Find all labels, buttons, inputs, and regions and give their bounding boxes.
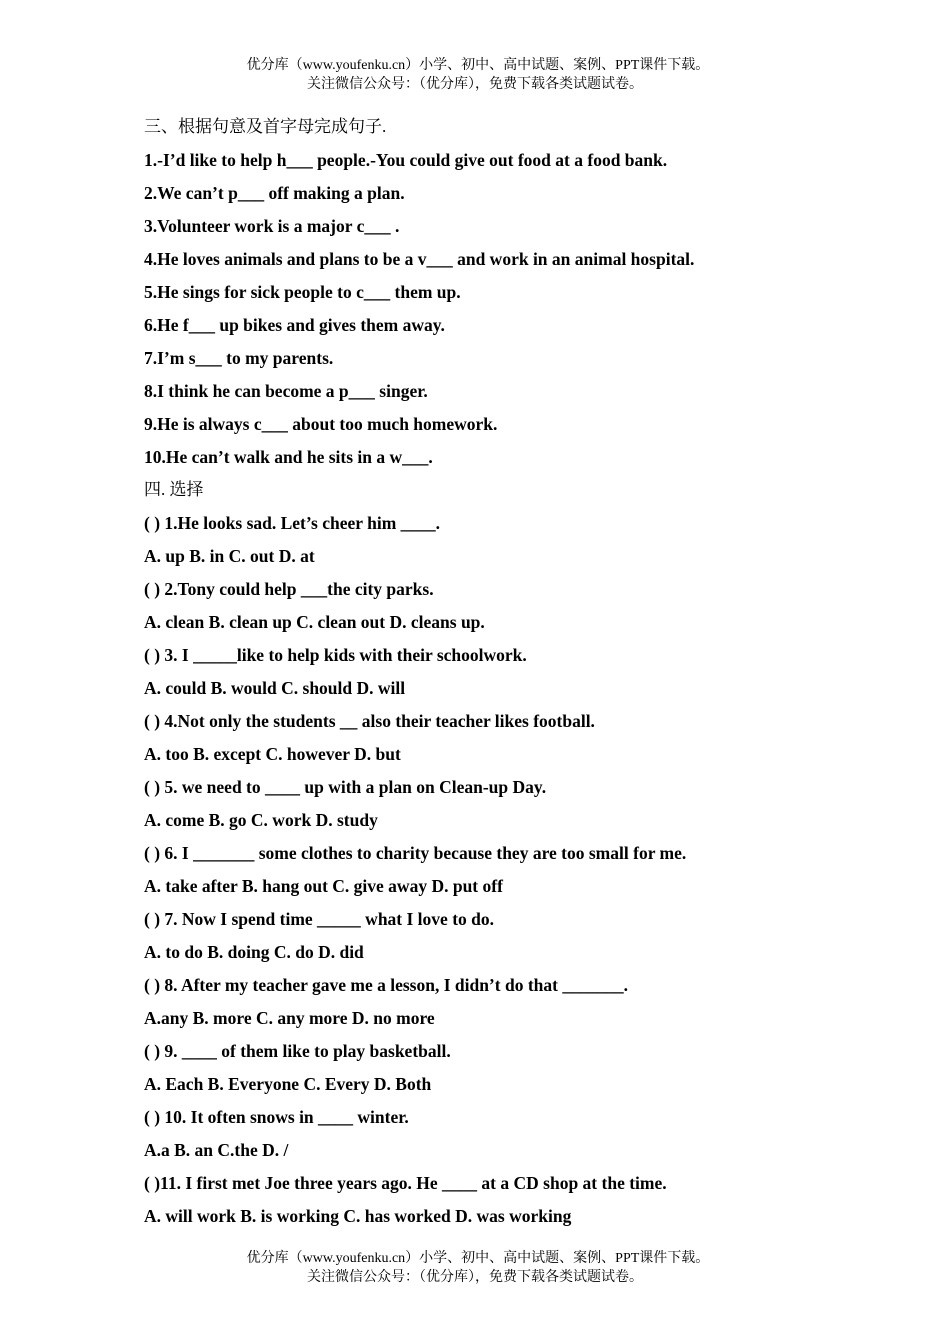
section-4-title: 四. 选择 (144, 480, 204, 499)
choice-question: ( )11. I first met Joe three years ago. He ____ at a CD shop at the time. (144, 1173, 667, 1193)
footer-line-2: 关注微信公众号：（优分库），免费下载各类试题试卷。 (307, 1270, 643, 1285)
footer-line-1: 优分库（www.youfenku.cn）小学、初中、高中试题、案例、PPT课件下载。 (246, 1251, 710, 1266)
section-3-title: 三、根据句意及首字母完成句子. (144, 117, 387, 136)
fill-in-item: 5.He sings for sick people to c___ them up. (144, 282, 461, 302)
header-line-1: 优分库（www.youfenku.cn）小学、初中、高中试题、案例、PPT课件下载。 (246, 58, 710, 73)
choice-options: A. take after B. hang out C. give away D. put off (144, 876, 503, 896)
page-header (0, 56, 950, 94)
choice-question: ( ) 5. we need to ____ up with a plan on Clean-up Day. (144, 777, 547, 797)
page-footer (0, 1249, 950, 1287)
choice-question: ( ) 4.Not only the students __ also their teacher likes football. (144, 711, 595, 731)
fill-in-item: 9.He is always c___ about too much homework. (144, 414, 498, 434)
choice-question: ( ) 1.He looks sad. Let’s cheer him ____. (144, 513, 441, 533)
choice-question: ( ) 6. I _______ some clothes to charity because they are too small for me. (144, 843, 687, 863)
fill-in-item: 6.He f___ up bikes and gives them away. (144, 315, 445, 335)
choice-options: A. Each B. Everyone C. Every D. Both (144, 1074, 432, 1094)
fill-in-item: 7.I’m s___ to my parents. (144, 348, 334, 368)
fill-in-item: 3.Volunteer work is a major c___ . (144, 216, 400, 236)
choice-options: A.any B. more C. any more D. no more (144, 1008, 435, 1028)
choice-question: ( ) 8. After my teacher gave me a lesson, I didn’t do that _______. (144, 975, 628, 995)
choice-question: ( ) 10. It often snows in ____ winter. (144, 1107, 409, 1127)
worksheet-content (144, 114, 824, 1236)
choice-question: ( ) 3. I _____like to help kids with their schoolwork. (144, 645, 527, 665)
choice-options: A. to do B. doing C. do D. did (144, 942, 364, 962)
choice-question: ( ) 2.Tony could help ___the city parks. (144, 579, 434, 599)
choice-options: A. could B. would C. should D. will (144, 678, 406, 698)
fill-in-item: 1.-I’d like to help h___ people.-You could give out food at a food bank. (144, 150, 668, 170)
choice-options: A. clean B. clean up C. clean out D. cleans up. (144, 612, 485, 632)
choice-options: A. up B. in C. out D. at (144, 546, 315, 566)
choice-options: A. will work B. is working C. has worked D. was working (144, 1206, 572, 1226)
choice-options: A.a B. an C.the D. / (144, 1140, 289, 1160)
choice-question: ( ) 7. Now I spend time _____ what I love to do. (144, 909, 494, 929)
fill-in-item: 4.He loves animals and plans to be a v___ and work in an animal hospital. (144, 249, 695, 269)
choice-options: A. too B. except C. however D. but (144, 744, 401, 764)
choice-question: ( ) 9. ____ of them like to play basketball. (144, 1041, 451, 1061)
choice-options: A. come B. go C. work D. study (144, 810, 378, 830)
fill-in-item: 8.I think he can become a p___ singer. (144, 381, 428, 401)
fill-in-item: 2.We can’t p___ off making a plan. (144, 183, 405, 203)
fill-in-item: 10.He can’t walk and he sits in a w___. (144, 447, 433, 467)
header-line-2: 关注微信公众号：（优分库），免费下载各类试题试卷。 (307, 77, 643, 92)
